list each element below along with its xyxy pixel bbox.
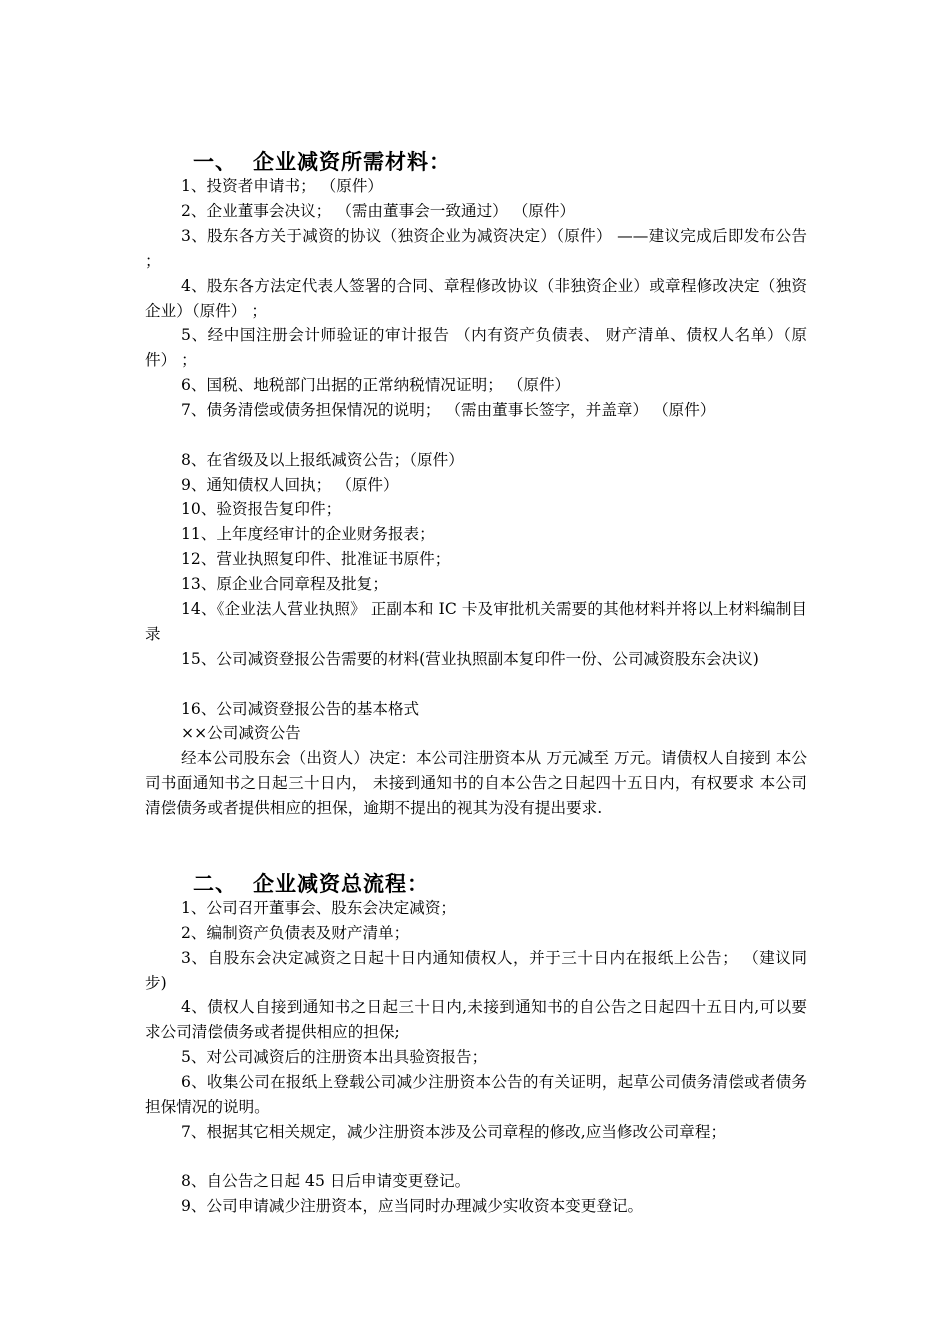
material-item-7: 7、债务清偿或债务担保情况的说明； （需由董事长签字，并盖章） （原件） [181, 401, 716, 419]
section-2-title: 企业减资总流程： [253, 871, 429, 896]
material-item-14: 14、《企业法人营业执照》 正副本和 IC 卡及审批机关需要的其他材料并将以上材料编制目录 [145, 600, 807, 643]
section-1-number: 一、 [193, 149, 237, 174]
material-item-5: 5、经中国注册会计师验证的审计报告 （内有资产负债表、 财产清单、债权人名单）（原件） ； [145, 326, 807, 369]
process-step-6: 6、收集公司在报纸上登载公司减少注册资本公告的有关证明，起草公司债务清偿或者债务 担保情况的说明。 [145, 1073, 807, 1116]
process-step-5: 5、对公司减资后的注册资本出具验资报告； [181, 1048, 488, 1066]
material-item-1: 1、投资者申请书； （原件） [181, 177, 384, 195]
material-item-8: 8、在省级及以上报纸减资公告；（原件） [181, 451, 464, 469]
material-item-15: 15、公司减资登报公告需要的材料(营业执照副本复印件一份、公司减资股东会决议) [181, 650, 759, 668]
process-step-9: 9、公司申请减少注册资本，应当同时办理减少实收资本变更登记。 [181, 1197, 644, 1215]
section-2-heading [193, 868, 429, 898]
material-item-9: 9、通知债权人回执； （原件） [181, 476, 399, 494]
process-step-7: 7、根据其它相关规定，减少注册资本涉及公司章程的修改,应当修改公司章程； [181, 1123, 727, 1141]
process-step-8: 8、自公告之日起 45 日后申请变更登记。 [181, 1172, 471, 1190]
material-item-6: 6、国税、地税部门出据的正常纳税情况证明； （原件） [181, 376, 571, 394]
material-item-16: 16、公司减资登报公告的基本格式 [181, 700, 420, 718]
material-item-2: 2、企业董事会决议； （需由董事会一致通过） （原件） [181, 202, 576, 220]
material-item-13: 13、原企业合同章程及批复； [181, 575, 388, 593]
notice-body: 经本公司股东会（出资人）决定：本公司注册资本从 万元减至 万元。请债权人自接到 本公司书面通知书之日起三十日内， 未接到通知书的自本公告之日起四十五日内，有权要求 本公司清偿债务或者提供相应的担保，逾期不提出的视其为没有提出要求. [145, 749, 807, 817]
section-1-heading [193, 146, 451, 176]
process-step-1: 1、公司召开董事会、股东会决定减资； [181, 899, 457, 917]
section-1-title: 企业减资所需材料： [253, 149, 451, 174]
material-item-12: 12、营业执照复印件、批准证书原件； [181, 550, 451, 568]
material-item-10: 10、验资报告复印件； [181, 500, 342, 518]
material-item-11: 11、上年度经审计的企业财务报表； [181, 525, 435, 543]
process-step-2: 2、编制资产负债表及财产清单； [181, 924, 410, 942]
section-2-number: 二、 [193, 871, 237, 896]
process-step-4: 4、债权人自接到通知书之日起三十日内,未接到通知书的自公告之日起四十五日内,可以要求公司清偿债务或者提供相应的担保; [145, 998, 807, 1041]
process-step-3: 3、自股东会决定减资之日起十日内通知债权人，并于三十日内在报纸上公告； （建议同步) [145, 949, 807, 992]
material-item-4: 4、股东各方法定代表人签署的合同、章程修改协议（非独资企业）或章程修改决定（独资 企业）（原件） ； [145, 277, 807, 320]
material-item-3: 3、股东各方关于减资的协议（独资企业为减资决定）（原件） ——建议完成后即发布公告 ； [145, 227, 807, 270]
notice-title: ××公司减资公告 [181, 724, 301, 742]
